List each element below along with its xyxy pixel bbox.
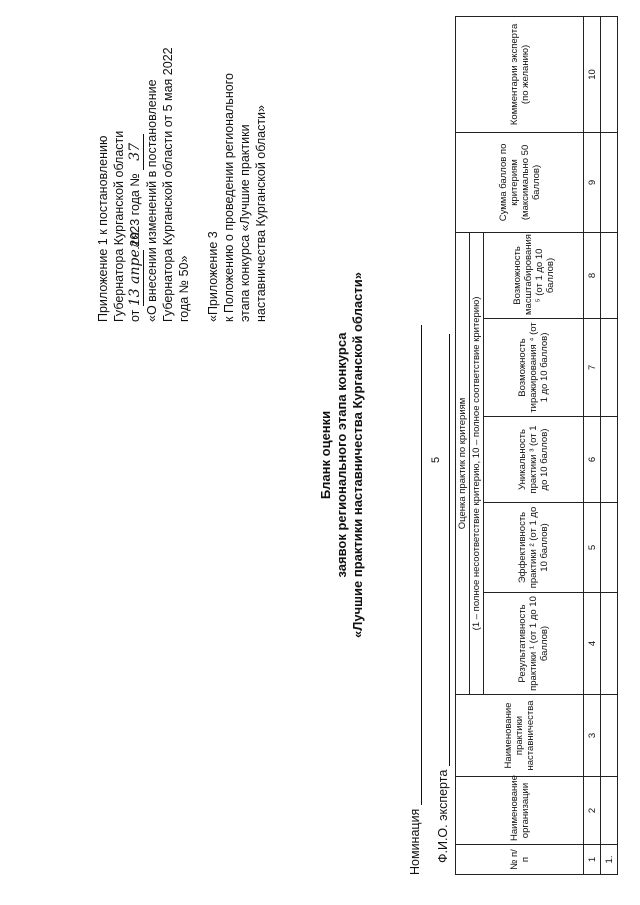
- empty-cell[interactable]: [601, 593, 618, 695]
- table-row: [601, 16, 618, 874]
- appendix-date-prefix: от: [128, 309, 142, 322]
- column-number-cell: 10: [584, 16, 601, 132]
- expert-label: Ф.И.О. эксперта: [436, 769, 450, 863]
- appendix-date-mid: 2023 года №: [128, 173, 142, 247]
- header-criterion-4: Возможность тиражирования ⁴ (от 1 до 10 баллов): [484, 319, 584, 417]
- page-number: 5: [430, 456, 442, 463]
- header-criterion-5: Возможность масштабирования ⁵ (от 1 до 10 баллов): [484, 232, 584, 318]
- row-number-cell: 1.: [601, 845, 618, 875]
- column-number-cell: 6: [584, 417, 601, 503]
- column-number-cell: 2: [584, 777, 601, 845]
- nomination-field: [407, 325, 422, 875]
- inner-appendix-header: [205, 22, 269, 322]
- nomination-blank-line[interactable]: [407, 325, 422, 805]
- empty-cell[interactable]: [601, 417, 618, 503]
- header-criteria-group: Оценка практик по критериям: [456, 232, 470, 694]
- column-number-row: [584, 16, 601, 874]
- appendix-line-4: «О внесении изменений в постановление: [145, 79, 159, 322]
- title-line-3: «Лучшие практики наставничества Курганской области»: [350, 272, 365, 638]
- handwritten-date: 13 апреля: [127, 231, 143, 307]
- evaluation-table: [455, 16, 618, 875]
- header-col-number: № п/п: [456, 845, 584, 875]
- expert-field: [435, 334, 450, 863]
- column-number-cell: 8: [584, 232, 601, 318]
- appendix-header: [95, 0, 192, 322]
- column-number-cell: 3: [584, 695, 601, 777]
- header-col-organization: Наименование организации: [456, 777, 584, 845]
- appendix-line-5: Губернатора Курганской области от 5 мая 2022: [161, 47, 175, 322]
- title-line-2: заявок регионального этапа конкурса: [334, 332, 349, 578]
- header-col-sum: Сумма баллов по критериям (максимально 50 баллов): [456, 132, 584, 232]
- appendix-line-3: [127, 0, 144, 322]
- empty-cell[interactable]: [601, 777, 618, 845]
- inner-appendix-line-4: наставничества Курганской области»: [254, 105, 268, 322]
- appendix-line-2: Губернатора Курганской области: [112, 130, 126, 322]
- header-criterion-3: Уникальность практики ³ (от 1 до 10 баллов): [484, 417, 584, 503]
- empty-cell[interactable]: [601, 695, 618, 777]
- document-title: [318, 205, 366, 705]
- inner-appendix-line-1: «Приложение 3: [206, 231, 220, 322]
- header-col-comments: Комментарии эксперта (по желанию): [456, 16, 584, 132]
- handwritten-number: 37: [127, 134, 144, 170]
- empty-cell[interactable]: [601, 16, 618, 132]
- inner-appendix-line-2: к Положению о проведении регионального: [222, 73, 236, 322]
- nomination-label: Номинация: [408, 808, 422, 875]
- appendix-line-1: Приложение 1 к постановлению: [96, 135, 110, 322]
- header-criterion-2: Эффективность практики ² (от 1 до 10 баллов): [484, 503, 584, 593]
- column-number-cell: 5: [584, 503, 601, 593]
- empty-cell[interactable]: [601, 132, 618, 232]
- empty-cell[interactable]: [601, 232, 618, 318]
- empty-cell[interactable]: [601, 503, 618, 593]
- column-number-cell: 7: [584, 319, 601, 417]
- title-line-1: Бланк оценки: [318, 410, 333, 500]
- expert-blank-line[interactable]: [435, 334, 450, 766]
- header-criteria-scale: (1 – полное несоответствие критерию, 10 – полное соответствие критерию): [470, 232, 484, 694]
- empty-cell[interactable]: [601, 319, 618, 417]
- header-col-practice: Наименование практики наставничества: [456, 695, 584, 777]
- appendix-line-6: года № 50»: [177, 255, 191, 322]
- column-number-cell: 9: [584, 132, 601, 232]
- column-number-cell: 4: [584, 593, 601, 695]
- column-number-cell: 1: [584, 845, 601, 875]
- inner-appendix-line-3: этапа конкурса «Лучшие практики: [238, 124, 252, 322]
- header-criterion-1: Результативность практики ¹ (от 1 до 10 баллов): [484, 593, 584, 695]
